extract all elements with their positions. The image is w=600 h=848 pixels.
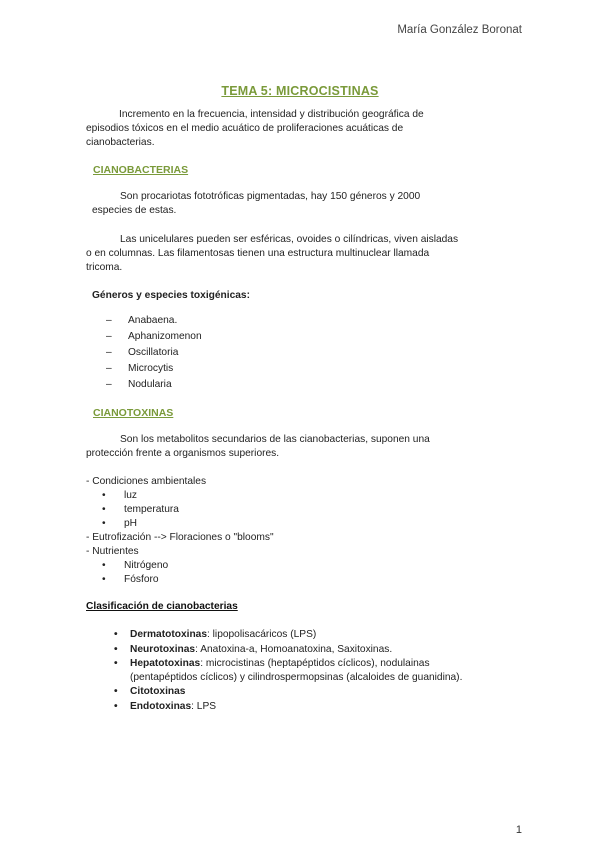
- nutrientes-list: [102, 559, 168, 587]
- list-item: – Nodularia: [106, 379, 172, 390]
- condiciones-label: - Condiciones ambientales: [86, 476, 207, 487]
- clasificacion-heading: Clasificación de cianobacterias: [86, 601, 238, 612]
- cianobacterias-paragraph-1: [92, 190, 522, 218]
- page-number: 1: [515, 824, 522, 836]
- generos-list: [106, 313, 202, 393]
- section-heading-cianotoxinas: CIANOTOXINAS: [93, 407, 174, 419]
- document-title: TEMA 5: MICROCISTINAS: [221, 84, 379, 98]
- intro-line-3: cianobacterias.: [86, 137, 155, 148]
- list-item: – Anabaena.: [106, 315, 178, 326]
- generos-heading: Géneros y especies toxigénicas:: [92, 290, 250, 301]
- cianobacterias-p2-line-1: Las unicelulares pueden ser esféricas, ovoides o cilíndricas, viven aisladas: [120, 234, 459, 245]
- cianobacterias-p1-line-2: especies de estas.: [92, 205, 177, 216]
- intro-line-2: episodios tóxicos en el medio acuático de proliferaciones acuáticas de: [86, 123, 404, 134]
- list-item: • pH: [102, 518, 138, 529]
- list-item: – Microcytis: [106, 363, 174, 374]
- list-item: • Endotoxinas: LPS: [112, 700, 482, 714]
- clasificacion-list: [112, 628, 482, 714]
- list-item: – Aphanizomenon: [106, 331, 202, 342]
- cianotoxinas-paragraph: [86, 433, 526, 461]
- cianobacterias-paragraph-2: [86, 233, 526, 275]
- list-item: • Nitrógeno: [102, 560, 169, 571]
- eutrofizacion-label: - Eutrofización --> Floraciones o "blooms": [86, 532, 274, 543]
- list-item: • Citotoxinas: [112, 685, 482, 699]
- list-item: • Hepatotoxinas: microcistinas (heptapéptidos cíclicos), nodulainas (pentapéptidos cíclicos) y cilindrospermopsinas (alcaloides de guanidina).: [112, 657, 482, 684]
- list-item: • Neurotoxinas: Anatoxina-a, Homoanatoxina, Saxitoxinas.: [112, 643, 482, 657]
- cianotoxinas-p1-line-2: protección frente a organismos superiores.: [86, 448, 280, 459]
- list-item: – Oscillatoria: [106, 347, 179, 358]
- intro-line-1: Incremento en la frecuencia, intensidad y distribución geográfica de: [119, 109, 424, 120]
- condiciones-list: [102, 489, 179, 531]
- cianobacterias-p2-line-2: o en columnas. Las filamentosas tienen una estructura multinuclear llamada: [86, 248, 430, 259]
- cianobacterias-p2-line-3: tricoma.: [86, 262, 123, 273]
- page-header-author: María González Boronat: [397, 24, 522, 36]
- list-item: • Dermatotoxinas: lipopolisacáricos (LPS): [112, 628, 482, 642]
- cianotoxinas-p1-line-1: Son los metabolitos secundarios de las cianobacterias, suponen una: [120, 434, 430, 445]
- intro-paragraph: [86, 108, 526, 150]
- nutrientes-label: - Nutrientes: [86, 546, 139, 557]
- list-item: • temperatura: [102, 504, 179, 515]
- cianobacterias-p1-line-1: Son procariotas fototróficas pigmentadas, hay 150 géneros y 2000: [120, 191, 421, 202]
- section-heading-cianobacterias: CIANOBACTERIAS: [93, 164, 189, 176]
- list-item: • Fósforo: [102, 574, 159, 585]
- list-item: • luz: [102, 490, 138, 501]
